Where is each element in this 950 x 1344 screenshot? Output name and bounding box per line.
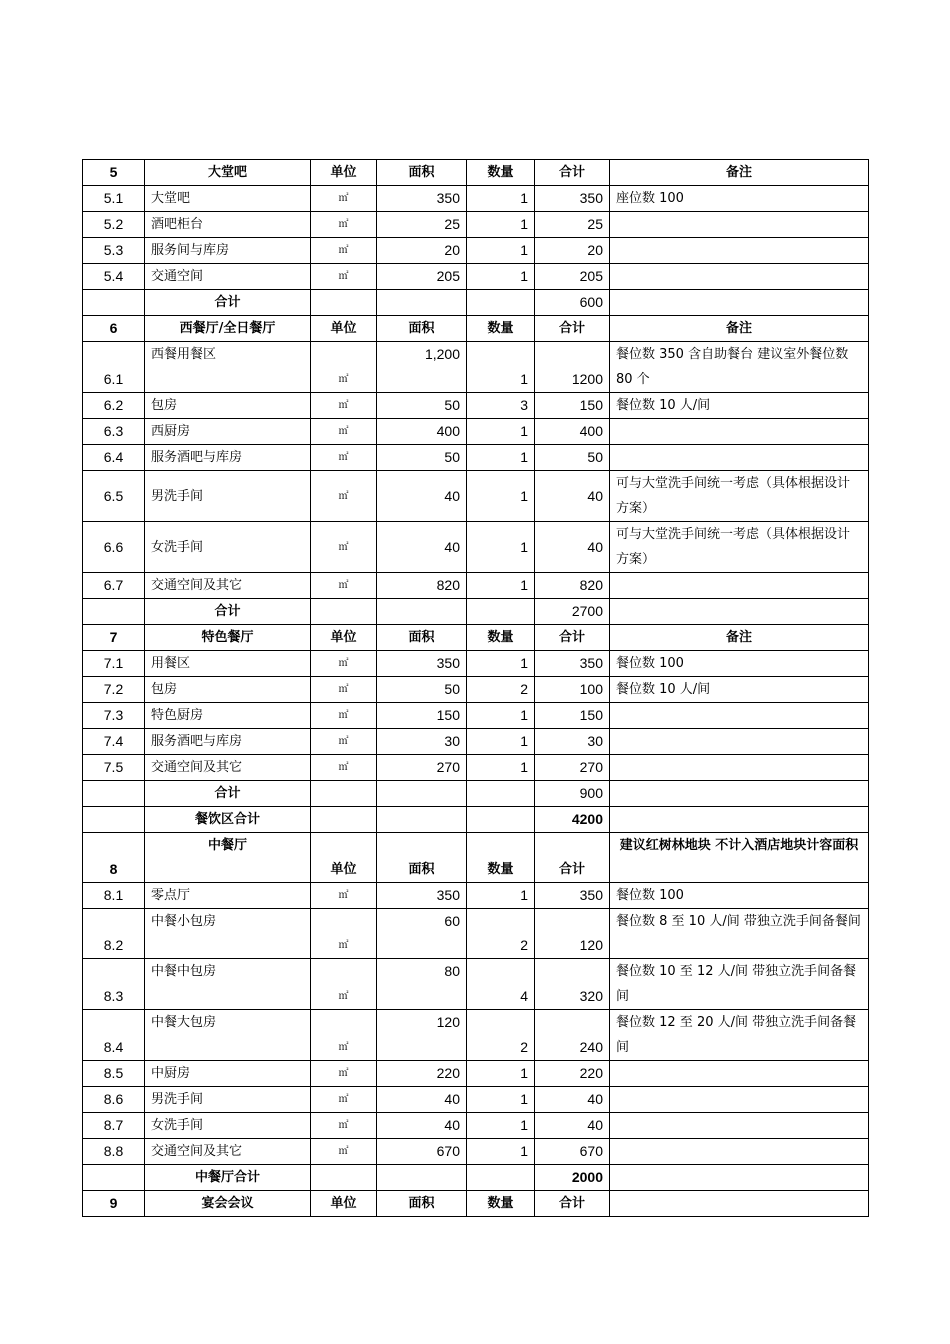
subtotal-value: 2000 (535, 1165, 610, 1191)
table-row (83, 729, 869, 755)
note-cell (610, 1061, 869, 1087)
total-cell: 670 (535, 1139, 610, 1165)
item-name: 交通空间及其它 (145, 1139, 311, 1165)
table-row (83, 212, 869, 238)
table-row (83, 316, 869, 342)
subtotal-label: 合计 (145, 599, 311, 625)
area-cell: 1,200 (377, 342, 467, 393)
area-cell: 30 (377, 729, 467, 755)
item-name: 男洗手间 (145, 471, 311, 522)
row-number: 7.4 (83, 729, 145, 755)
unit-cell: ㎡ (311, 342, 377, 393)
quantity-cell: 1 (467, 729, 535, 755)
column-header-note: 备注 (610, 625, 869, 651)
section-title: 宴会会议 (145, 1191, 311, 1217)
table-row (83, 1139, 869, 1165)
row-number: 5.2 (83, 212, 145, 238)
table-row (83, 1010, 869, 1061)
subtotal-label: 餐饮区合计 (145, 807, 311, 833)
item-name: 用餐区 (145, 651, 311, 677)
column-header-note (610, 1191, 869, 1217)
column-header-area: 面积 (377, 160, 467, 186)
total-cell: 240 (535, 1010, 610, 1061)
unit-cell: ㎡ (311, 522, 377, 573)
total-cell: 205 (535, 264, 610, 290)
unit-cell: ㎡ (311, 573, 377, 599)
total-cell: 1200 (535, 342, 610, 393)
row-number: 7.1 (83, 651, 145, 677)
unit-cell: ㎡ (311, 186, 377, 212)
area-cell: 220 (377, 1061, 467, 1087)
table-row (83, 522, 869, 573)
item-name: 西厨房 (145, 419, 311, 445)
note-cell: 餐位数 8 至 10 人/间 带独立洗手间备餐间 (610, 909, 869, 959)
table-row (83, 1061, 869, 1087)
area-cell: 40 (377, 1113, 467, 1139)
unit-cell (311, 781, 377, 807)
quantity-cell: 2 (467, 1010, 535, 1061)
unit-cell: ㎡ (311, 909, 377, 959)
unit-cell: ㎡ (311, 212, 377, 238)
item-name: 交通空间及其它 (145, 755, 311, 781)
quantity-cell: 1 (467, 264, 535, 290)
note-cell (610, 599, 869, 625)
total-cell: 120 (535, 909, 610, 959)
subtotal-value: 4200 (535, 807, 610, 833)
item-name: 中餐小包房 (145, 909, 311, 959)
row-number (83, 807, 145, 833)
section-number: 5 (83, 160, 145, 186)
table-row (83, 599, 869, 625)
row-number: 5.1 (83, 186, 145, 212)
item-name: 包房 (145, 677, 311, 703)
area-cell: 670 (377, 1139, 467, 1165)
column-header-unit: 单位 (311, 833, 377, 883)
row-number: 8.6 (83, 1087, 145, 1113)
table-row (83, 755, 869, 781)
column-header-area: 面积 (377, 316, 467, 342)
quantity-cell: 1 (467, 1061, 535, 1087)
table-row (83, 471, 869, 522)
total-cell: 50 (535, 445, 610, 471)
row-number: 5.3 (83, 238, 145, 264)
quantity-cell: 1 (467, 1113, 535, 1139)
note-cell (610, 1165, 869, 1191)
area-cell: 25 (377, 212, 467, 238)
unit-cell: ㎡ (311, 729, 377, 755)
table-row (83, 393, 869, 419)
table-row (83, 677, 869, 703)
table-row (83, 160, 869, 186)
area-cell (377, 599, 467, 625)
item-name: 服务酒吧与库房 (145, 729, 311, 755)
quantity-cell (467, 290, 535, 316)
item-name: 交通空间及其它 (145, 573, 311, 599)
note-cell: 餐位数 100 (610, 651, 869, 677)
area-cell: 60 (377, 909, 467, 959)
note-cell: 座位数 100 (610, 186, 869, 212)
total-cell: 350 (535, 186, 610, 212)
column-header-total: 合计 (535, 833, 610, 883)
quantity-cell: 1 (467, 186, 535, 212)
column-header-quantity: 数量 (467, 160, 535, 186)
row-number: 7.5 (83, 755, 145, 781)
column-header-note: 建议红树林地块 不计入酒店地块计容面积 (610, 833, 869, 883)
table-row (83, 573, 869, 599)
note-cell (610, 781, 869, 807)
table-row (83, 264, 869, 290)
item-name: 包房 (145, 393, 311, 419)
column-header-total: 合计 (535, 625, 610, 651)
area-cell: 120 (377, 1010, 467, 1061)
unit-cell: ㎡ (311, 264, 377, 290)
column-header-quantity: 数量 (467, 316, 535, 342)
row-number: 8.8 (83, 1139, 145, 1165)
unit-cell: ㎡ (311, 1139, 377, 1165)
item-name: 服务酒吧与库房 (145, 445, 311, 471)
row-number: 8.4 (83, 1010, 145, 1061)
unit-cell: ㎡ (311, 419, 377, 445)
subtotal-label: 中餐厅合计 (145, 1165, 311, 1191)
total-cell: 350 (535, 883, 610, 909)
note-cell (610, 729, 869, 755)
unit-cell: ㎡ (311, 651, 377, 677)
area-cell: 350 (377, 186, 467, 212)
column-header-unit: 单位 (311, 1191, 377, 1217)
unit-cell: ㎡ (311, 1010, 377, 1061)
unit-cell: ㎡ (311, 393, 377, 419)
note-cell (610, 755, 869, 781)
area-cell: 150 (377, 703, 467, 729)
unit-cell: ㎡ (311, 677, 377, 703)
note-cell (610, 1139, 869, 1165)
row-number: 8.2 (83, 909, 145, 959)
item-name: 中餐中包房 (145, 959, 311, 1010)
column-header-area: 面积 (377, 1191, 467, 1217)
quantity-cell: 1 (467, 883, 535, 909)
area-cell: 270 (377, 755, 467, 781)
area-cell: 50 (377, 677, 467, 703)
table-row (83, 342, 869, 393)
unit-cell: ㎡ (311, 883, 377, 909)
section-number: 7 (83, 625, 145, 651)
table-row (83, 833, 869, 883)
column-header-unit: 单位 (311, 625, 377, 651)
column-header-quantity: 数量 (467, 1191, 535, 1217)
section-title: 中餐厅 (145, 833, 311, 883)
column-header-area: 面积 (377, 625, 467, 651)
table-row (83, 807, 869, 833)
column-header-note: 备注 (610, 160, 869, 186)
item-name: 中餐大包房 (145, 1010, 311, 1061)
unit-cell: ㎡ (311, 703, 377, 729)
subtotal-value: 2700 (535, 599, 610, 625)
row-number: 5.4 (83, 264, 145, 290)
table-row (83, 419, 869, 445)
unit-cell: ㎡ (311, 1087, 377, 1113)
total-cell: 820 (535, 573, 610, 599)
unit-cell (311, 807, 377, 833)
area-cell: 350 (377, 883, 467, 909)
quantity-cell: 1 (467, 238, 535, 264)
quantity-cell: 1 (467, 755, 535, 781)
row-number (83, 599, 145, 625)
total-cell: 40 (535, 522, 610, 573)
note-cell: 餐位数 10 至 12 人/间 带独立洗手间备餐间 (610, 959, 869, 1010)
unit-cell (311, 290, 377, 316)
column-header-total: 合计 (535, 1191, 610, 1217)
table-row (83, 703, 869, 729)
item-name: 特色厨房 (145, 703, 311, 729)
table-row (83, 186, 869, 212)
total-cell: 30 (535, 729, 610, 755)
section-number: 8 (83, 833, 145, 883)
quantity-cell: 1 (467, 522, 535, 573)
area-cell: 50 (377, 445, 467, 471)
unit-cell: ㎡ (311, 445, 377, 471)
table-row (83, 651, 869, 677)
area-cell: 820 (377, 573, 467, 599)
area-cell: 50 (377, 393, 467, 419)
subtotal-value: 900 (535, 781, 610, 807)
note-cell (610, 1087, 869, 1113)
table-row (83, 1191, 869, 1217)
quantity-cell (467, 1165, 535, 1191)
note-cell: 可与大堂洗手间统一考虑（具体根据设计方案） (610, 522, 869, 573)
quantity-cell (467, 807, 535, 833)
total-cell: 150 (535, 703, 610, 729)
column-header-quantity: 数量 (467, 833, 535, 883)
area-cell (377, 807, 467, 833)
column-header-quantity: 数量 (467, 625, 535, 651)
total-cell: 220 (535, 1061, 610, 1087)
quantity-cell: 1 (467, 703, 535, 729)
area-cell: 400 (377, 419, 467, 445)
quantity-cell: 4 (467, 959, 535, 1010)
subtotal-value: 600 (535, 290, 610, 316)
total-cell: 320 (535, 959, 610, 1010)
row-number: 6.2 (83, 393, 145, 419)
unit-cell: ㎡ (311, 959, 377, 1010)
column-header-unit: 单位 (311, 160, 377, 186)
area-cell: 205 (377, 264, 467, 290)
note-cell (610, 290, 869, 316)
area-cell: 20 (377, 238, 467, 264)
row-number: 6.3 (83, 419, 145, 445)
quantity-cell: 1 (467, 471, 535, 522)
section-title: 大堂吧 (145, 160, 311, 186)
quantity-cell: 2 (467, 909, 535, 959)
total-cell: 40 (535, 1113, 610, 1139)
table-row (83, 959, 869, 1010)
row-number (83, 1165, 145, 1191)
note-cell: 餐位数 12 至 20 人/间 带独立洗手间备餐间 (610, 1010, 869, 1061)
item-name: 男洗手间 (145, 1087, 311, 1113)
total-cell: 40 (535, 471, 610, 522)
row-number (83, 781, 145, 807)
table-row (83, 883, 869, 909)
row-number: 6.7 (83, 573, 145, 599)
area-cell (377, 781, 467, 807)
note-cell (610, 212, 869, 238)
column-header-total: 合计 (535, 316, 610, 342)
note-cell: 餐位数 350 含自助餐台 建议室外餐位数 80 个 (610, 342, 869, 393)
column-header-note: 备注 (610, 316, 869, 342)
table-row (83, 909, 869, 959)
quantity-cell (467, 599, 535, 625)
area-cell (377, 1165, 467, 1191)
table-row (83, 625, 869, 651)
table-row (83, 238, 869, 264)
unit-cell: ㎡ (311, 755, 377, 781)
unit-cell: ㎡ (311, 1113, 377, 1139)
total-cell: 350 (535, 651, 610, 677)
note-cell (610, 238, 869, 264)
item-name: 服务间与库房 (145, 238, 311, 264)
unit-cell: ㎡ (311, 238, 377, 264)
quantity-cell: 1 (467, 651, 535, 677)
note-cell: 可与大堂洗手间统一考虑（具体根据设计方案） (610, 471, 869, 522)
area-cell (377, 290, 467, 316)
unit-cell: ㎡ (311, 471, 377, 522)
note-cell (610, 1113, 869, 1139)
total-cell: 270 (535, 755, 610, 781)
note-cell: 餐位数 10 人/间 (610, 677, 869, 703)
row-number: 6.6 (83, 522, 145, 573)
note-cell (610, 807, 869, 833)
total-cell: 40 (535, 1087, 610, 1113)
item-name: 女洗手间 (145, 522, 311, 573)
table-row (83, 781, 869, 807)
row-number: 7.2 (83, 677, 145, 703)
item-name: 女洗手间 (145, 1113, 311, 1139)
unit-cell (311, 1165, 377, 1191)
subtotal-label: 合计 (145, 781, 311, 807)
quantity-cell: 2 (467, 677, 535, 703)
total-cell: 25 (535, 212, 610, 238)
note-cell: 餐位数 10 人/间 (610, 393, 869, 419)
row-number: 8.5 (83, 1061, 145, 1087)
table-row (83, 1165, 869, 1191)
quantity-cell: 1 (467, 212, 535, 238)
quantity-cell: 1 (467, 342, 535, 393)
row-number: 6.5 (83, 471, 145, 522)
quantity-cell: 1 (467, 445, 535, 471)
unit-cell: ㎡ (311, 1061, 377, 1087)
section-title: 特色餐厅 (145, 625, 311, 651)
area-schedule-table (82, 159, 869, 1217)
section-number: 6 (83, 316, 145, 342)
row-number: 7.3 (83, 703, 145, 729)
item-name: 西餐用餐区 (145, 342, 311, 393)
table-body (83, 160, 869, 1217)
quantity-cell: 1 (467, 419, 535, 445)
area-cell: 350 (377, 651, 467, 677)
section-title: 西餐厅/全日餐厅 (145, 316, 311, 342)
quantity-cell: 3 (467, 393, 535, 419)
total-cell: 100 (535, 677, 610, 703)
quantity-cell: 1 (467, 573, 535, 599)
note-cell (610, 445, 869, 471)
row-number: 8.3 (83, 959, 145, 1010)
row-number: 8.7 (83, 1113, 145, 1139)
table-row (83, 445, 869, 471)
row-number: 6.1 (83, 342, 145, 393)
table-row (83, 1113, 869, 1139)
note-cell (610, 703, 869, 729)
column-header-unit: 单位 (311, 316, 377, 342)
area-cell: 40 (377, 1087, 467, 1113)
unit-cell (311, 599, 377, 625)
table-row (83, 290, 869, 316)
row-number: 8.1 (83, 883, 145, 909)
total-cell: 150 (535, 393, 610, 419)
item-name: 零点厅 (145, 883, 311, 909)
note-cell (610, 419, 869, 445)
quantity-cell (467, 781, 535, 807)
row-number: 6.4 (83, 445, 145, 471)
item-name: 酒吧柜台 (145, 212, 311, 238)
item-name: 大堂吧 (145, 186, 311, 212)
item-name: 交通空间 (145, 264, 311, 290)
section-number: 9 (83, 1191, 145, 1217)
quantity-cell: 1 (467, 1087, 535, 1113)
total-cell: 400 (535, 419, 610, 445)
area-cell: 40 (377, 522, 467, 573)
area-cell: 40 (377, 471, 467, 522)
note-cell: 餐位数 100 (610, 883, 869, 909)
column-header-total: 合计 (535, 160, 610, 186)
table-row (83, 1087, 869, 1113)
area-cell: 80 (377, 959, 467, 1010)
quantity-cell: 1 (467, 1139, 535, 1165)
column-header-area: 面积 (377, 833, 467, 883)
note-cell (610, 573, 869, 599)
total-cell: 20 (535, 238, 610, 264)
item-name: 中厨房 (145, 1061, 311, 1087)
subtotal-label: 合计 (145, 290, 311, 316)
row-number (83, 290, 145, 316)
note-cell (610, 264, 869, 290)
